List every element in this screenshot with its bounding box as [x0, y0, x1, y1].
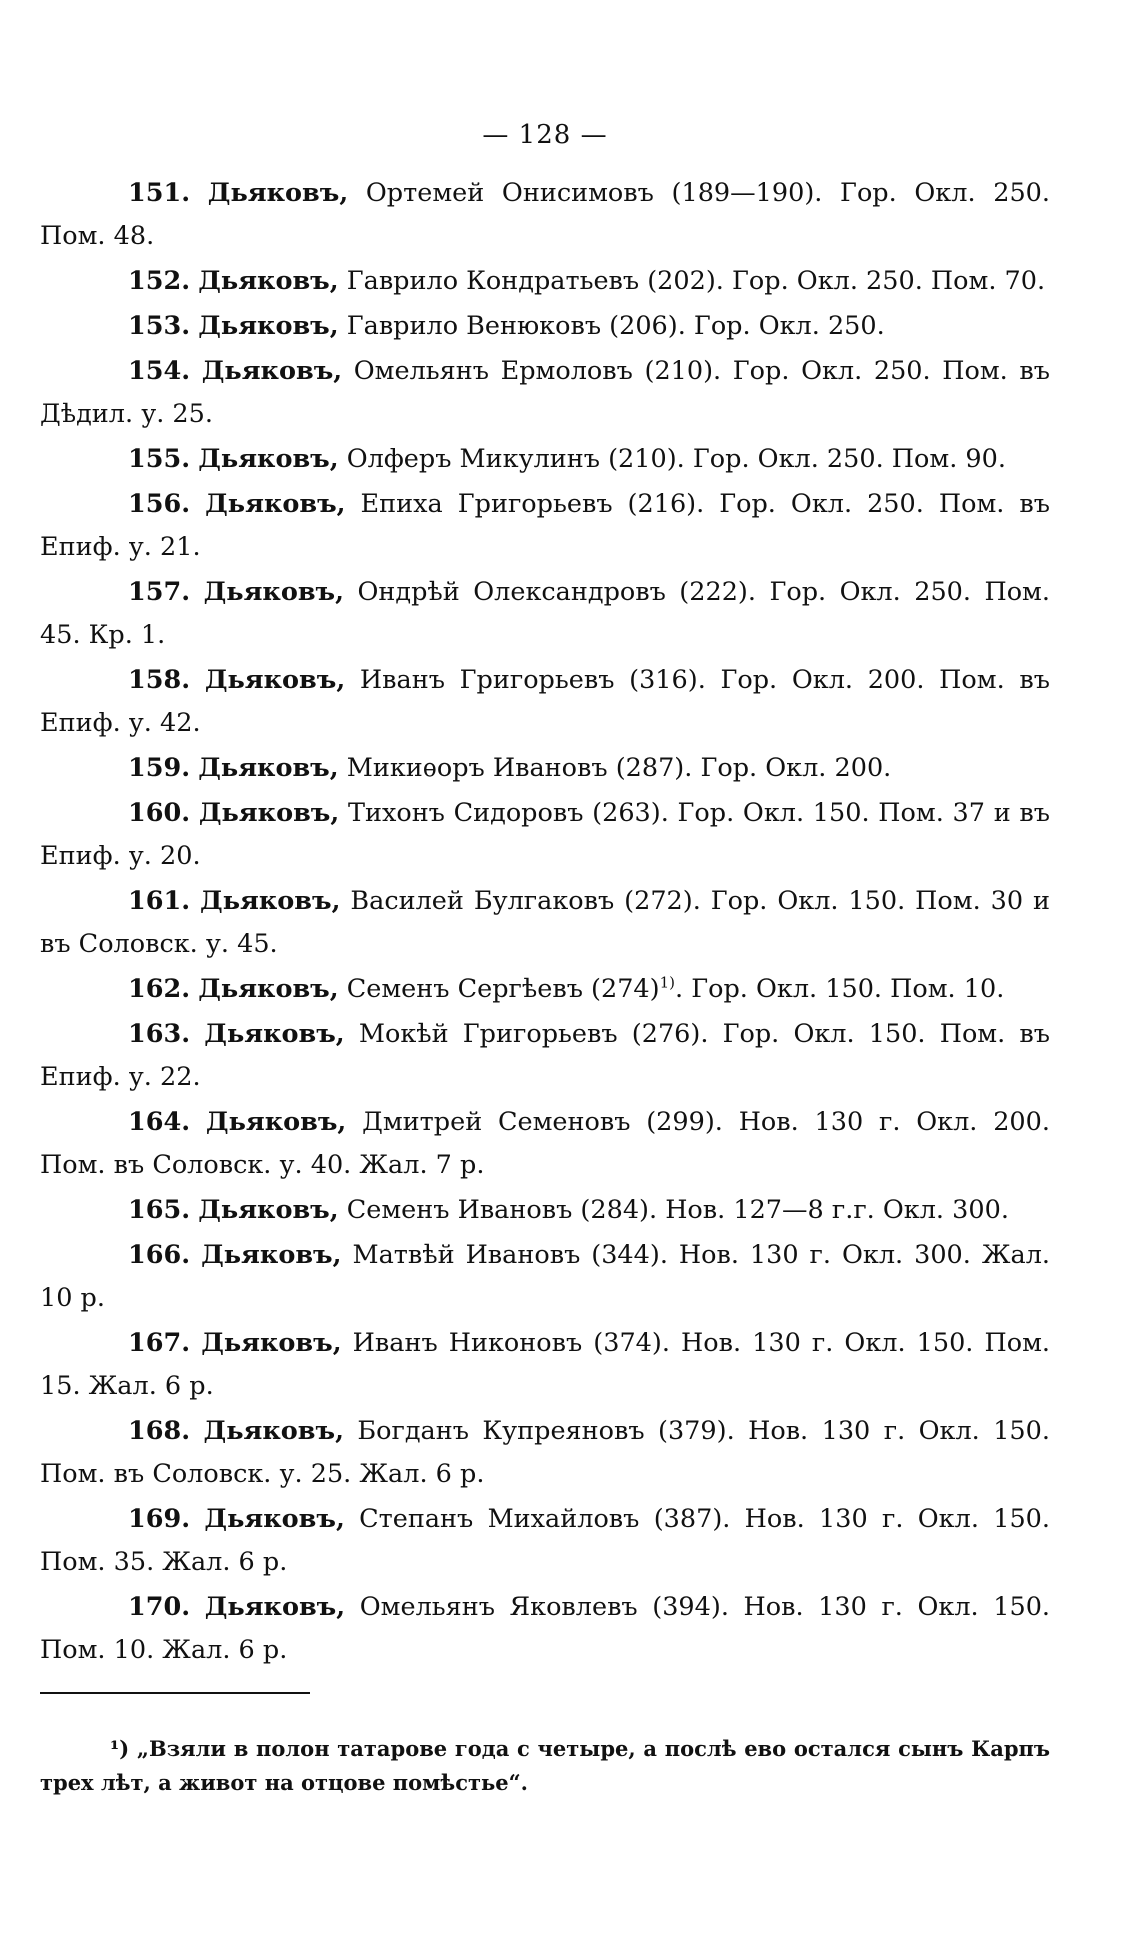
- list-item: [40, 483, 1050, 569]
- list-item: [40, 172, 1050, 258]
- entry-number: 158.: [128, 665, 191, 695]
- list-item: [40, 1410, 1050, 1496]
- entry-surname: Дьяковъ,: [207, 178, 349, 208]
- entry-text: Богданъ Купреяновъ (379). Нов. 130 г. Окл. 150. Пом. въ Соловск. у. 25. Жал. 6 р.: [40, 1416, 1050, 1489]
- list-item: [40, 880, 1050, 966]
- list-item: [40, 1013, 1050, 1099]
- entry-text: Дмитрей Семеновъ (299). Нов. 130 г. Окл. 200. Пом. въ Соловск. у. 40. Жал. 7 р.: [40, 1107, 1050, 1180]
- entry-surname: Дьяковъ,: [198, 311, 339, 341]
- entry-number: 151.: [128, 178, 191, 208]
- list-item: [40, 1101, 1050, 1187]
- entry-surname: Дьяковъ,: [203, 1416, 344, 1446]
- entry-number: 162.: [128, 974, 191, 1004]
- list-item: [40, 968, 1050, 1011]
- list-item: [40, 305, 1050, 348]
- footnote-marker: ¹): [110, 1736, 130, 1761]
- entry-surname: Дьяковъ,: [198, 444, 339, 474]
- list-item: [40, 350, 1050, 436]
- footnote-reference[interactable]: 1): [659, 973, 676, 992]
- entry-number: 159.: [128, 753, 191, 783]
- list-item: [40, 747, 1050, 790]
- list-item: [40, 1189, 1050, 1232]
- entry-surname: Дьяковъ,: [198, 266, 339, 296]
- entry-number: 166.: [128, 1240, 191, 1270]
- list-item: [40, 571, 1050, 657]
- footnote-text: „Взяли в полон татарове года с четыре, а послѣ ево остался сынъ Карпъ трех лѣт, а живот на отцове помѣстье“.: [40, 1736, 1050, 1795]
- entry-text: Ондрѣй Олександровъ (222). Гор. Окл. 250. Пом. 45. Кр. 1.: [40, 577, 1050, 650]
- entry-text: Епиха Григорьевъ (216). Гор. Окл. 250. Пом. въ Епиф. у. 21.: [40, 489, 1050, 562]
- document-page: [40, 120, 1050, 1821]
- entry-number: 152.: [128, 266, 191, 296]
- entry-number: 153.: [128, 311, 191, 341]
- entry-text: Степанъ Михайловъ (387). Нов. 130 г. Окл. 150. Пом. 35. Жал. 6 р.: [40, 1504, 1050, 1577]
- entry-text: Микиѳоръ Ивановъ (287). Гор. Окл. 200.: [346, 753, 892, 783]
- entry-number: 164.: [128, 1107, 191, 1137]
- list-item: [40, 1234, 1050, 1320]
- entry-surname: Дьяковъ,: [205, 489, 346, 519]
- list-item: [40, 1586, 1050, 1672]
- entry-surname: Дьяковъ,: [205, 1107, 347, 1137]
- entry-number: 155.: [128, 444, 191, 474]
- entry-text: Гаврило Кондратьевъ (202). Гор. Окл. 250. Пом. 70.: [346, 266, 1046, 296]
- entry-surname: Дьяковъ,: [198, 974, 339, 1004]
- entry-surname: Дьяковъ,: [198, 753, 339, 783]
- entry-text: Василей Булгаковъ (272). Гор. Окл. 150. Пом. 30 и въ Соловск. у. 45.: [40, 886, 1050, 959]
- entry-text: Иванъ Григорьевъ (316). Гор. Окл. 200. Пом. въ Епиф. у. 42.: [40, 665, 1050, 738]
- entry-number: 154.: [128, 356, 191, 386]
- footnote: [40, 1732, 1050, 1800]
- entry-text: Мокѣй Григорьевъ (276). Гор. Окл. 150. Пом. въ Епиф. у. 22.: [40, 1019, 1050, 1092]
- list-item: [40, 659, 1050, 745]
- entry-surname: Дьяковъ,: [200, 886, 341, 916]
- list-item: [40, 1322, 1050, 1408]
- entry-number: 163.: [128, 1019, 191, 1049]
- page-number: — 128 —: [482, 120, 608, 150]
- entry-surname: Дьяковъ,: [198, 798, 340, 828]
- entry-surname: Дьяковъ,: [204, 1504, 345, 1534]
- list-item: [40, 792, 1050, 878]
- entry-number: 160.: [128, 798, 191, 828]
- list-item: [40, 438, 1050, 481]
- entry-surname: Дьяковъ,: [204, 1019, 345, 1049]
- entry-text: Тихонъ Сидоровъ (263). Гор. Окл. 150. Пом. 37 и въ Епиф. у. 20.: [40, 798, 1050, 871]
- entry-text: Ортемей Онисимовъ (189—190). Гор. Окл. 250. Пом. 48.: [40, 178, 1051, 251]
- entry-text-continued: . Гор. Окл. 150. Пом. 10.: [675, 974, 1005, 1004]
- entry-surname: Дьяковъ,: [204, 665, 346, 695]
- entry-text: Олферъ Микулинъ (210). Гор. Окл. 250. Пом. 90.: [346, 444, 1006, 474]
- entry-surname: Дьяковъ,: [201, 1328, 342, 1358]
- entry-number: 169.: [128, 1504, 191, 1534]
- entry-number: 168.: [128, 1416, 191, 1446]
- list-item: [40, 1498, 1050, 1584]
- entry-text: Иванъ Никоновъ (374). Нов. 130 г. Окл. 150. Пом. 15. Жал. 6 р.: [40, 1328, 1051, 1401]
- entry-number: 165.: [128, 1195, 191, 1225]
- entry-text: Гаврило Венюковъ (206). Гор. Окл. 250.: [346, 311, 885, 341]
- entry-text: Матвѣй Ивановъ (344). Нов. 130 г. Окл. 300. Жал. 10 р.: [40, 1240, 1050, 1313]
- entry-list: [40, 172, 1050, 1672]
- entry-number: 170.: [128, 1592, 191, 1622]
- entry-surname: Дьяковъ,: [198, 1195, 339, 1225]
- entry-number: 156.: [128, 489, 191, 519]
- entry-text: Омельянъ Яковлевъ (394). Нов. 130 г. Окл. 150. Пом. 10. Жал. 6 р.: [40, 1592, 1051, 1665]
- list-item: [40, 260, 1050, 303]
- entry-number: 161.: [128, 886, 191, 916]
- entry-text: Семенъ Ивановъ (284). Нов. 127—8 г.г. Окл. 300.: [346, 1195, 1009, 1225]
- entry-surname: Дьяковъ,: [204, 1592, 346, 1622]
- entry-text: Омельянъ Ермоловъ (210). Гор. Окл. 250. Пом. въ Дѣдил. у. 25.: [40, 356, 1050, 429]
- footnote-divider: [40, 1692, 310, 1694]
- entry-surname: Дьяковъ,: [201, 1240, 342, 1270]
- entry-surname: Дьяковъ,: [201, 356, 343, 386]
- entry-surname: Дьяковъ,: [203, 577, 344, 607]
- entry-number: 157.: [128, 577, 191, 607]
- entry-text: Семенъ Сергѣевъ (274): [346, 974, 660, 1004]
- entry-number: 167.: [128, 1328, 191, 1358]
